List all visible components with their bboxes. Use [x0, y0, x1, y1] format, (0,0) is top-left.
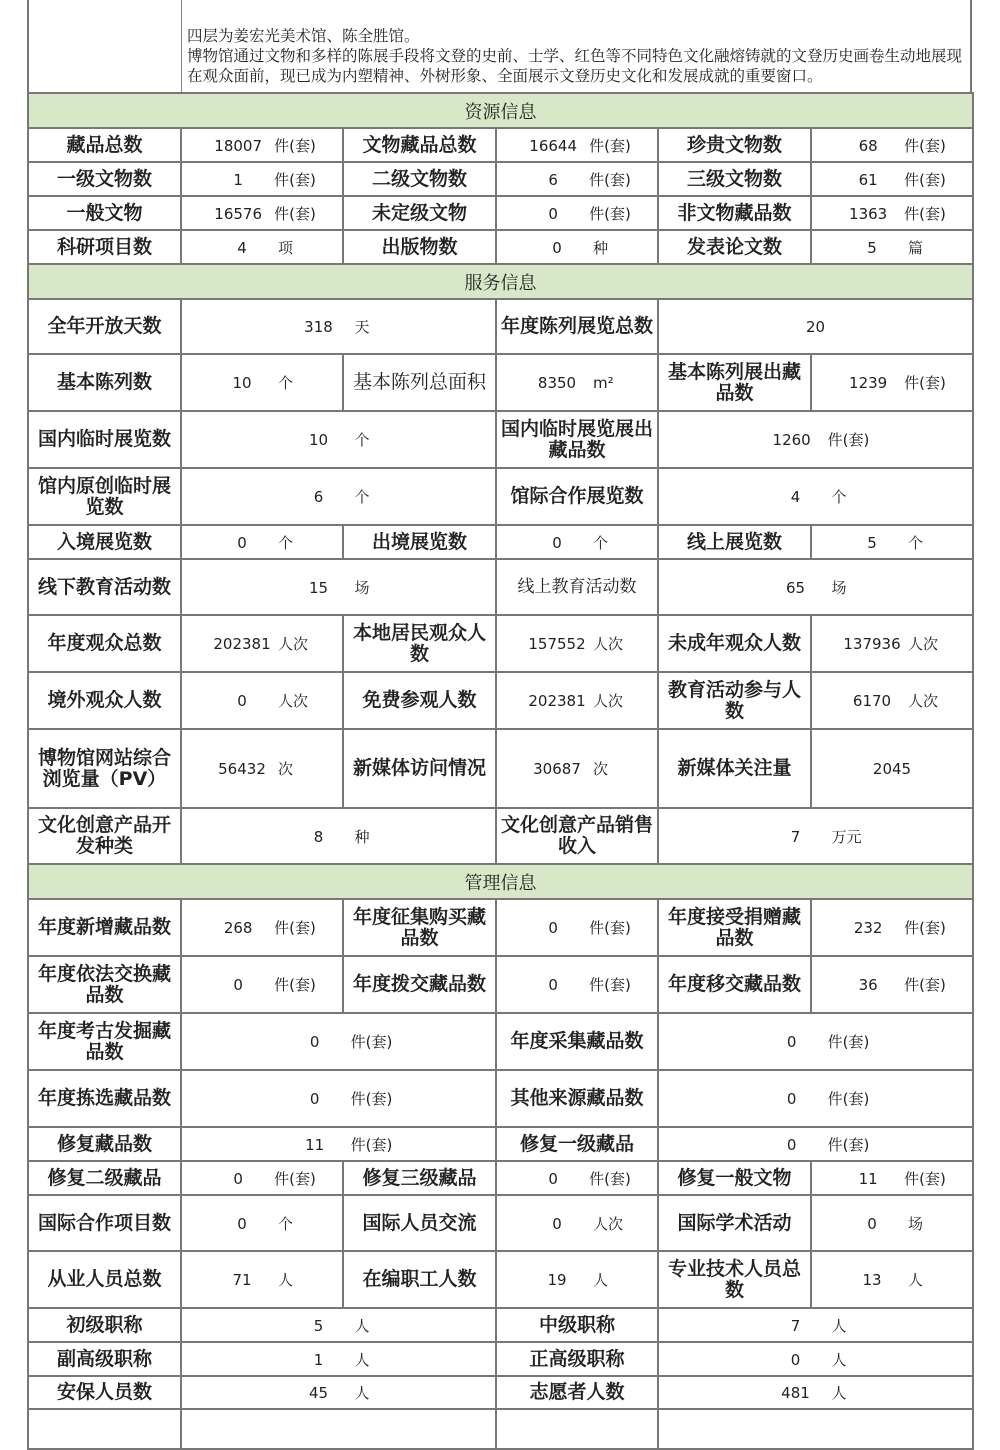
field-label: 年度观众总数 — [28, 615, 181, 672]
table-row — [28, 1127, 973, 1161]
field-label: 珍贵文物数 — [658, 128, 811, 162]
field-label: 专业技术人员总数 — [658, 1251, 811, 1308]
field-label: 修复一般文物 — [658, 1161, 811, 1195]
table-row — [28, 1013, 973, 1070]
table-row — [28, 559, 973, 615]
intro-line: 四层为姜宏光美术馆、陈全胜馆。 — [187, 27, 420, 45]
field-value: 0 件(套) — [181, 1161, 343, 1195]
field-value: 0 件(套) — [181, 1070, 496, 1127]
field-value: 268 件(套) — [181, 899, 343, 956]
field-label: 藏品总数 — [28, 128, 181, 162]
field-value: 5 个 — [811, 525, 973, 559]
field-value: 137936 人次 — [811, 615, 973, 672]
table-row — [28, 128, 973, 162]
field-label: 线下教育活动数 — [28, 559, 181, 615]
field-value: 16644 件(套) — [496, 128, 658, 162]
field-value: 6170 人次 — [811, 672, 973, 729]
field-label: 新媒体关注量 — [658, 729, 811, 808]
field-label: 文物藏品总数 — [343, 128, 496, 162]
field-value: 481 人 — [658, 1376, 973, 1409]
field-value: 0 件(套) — [181, 1013, 496, 1070]
field-label: 出境展览数 — [343, 525, 496, 559]
field-label: 文化创意产品开发种类 — [28, 808, 181, 864]
field-label: 免费参观人数 — [343, 672, 496, 729]
field-label: 年度拨交藏品数 — [343, 956, 496, 1013]
table-row — [28, 354, 973, 411]
table-row — [28, 899, 973, 956]
field-value: 1363 件(套) — [811, 196, 973, 230]
field-label: 年度陈列展览总数 — [496, 299, 658, 354]
field-value: 71 人 — [181, 1251, 343, 1308]
field-label: 年度考古发掘藏品数 — [28, 1013, 181, 1070]
field-label: 基本陈列总面积 — [343, 354, 496, 411]
field-value: 0 种 — [496, 230, 658, 264]
table-row — [28, 1251, 973, 1308]
field-label: 基本陈列展出藏品数 — [658, 354, 811, 411]
field-value: 20 — [658, 299, 973, 354]
field-value: 0 人 — [658, 1342, 973, 1376]
field-label: 年度移交藏品数 — [658, 956, 811, 1013]
field-value: 0 件(套) — [496, 956, 658, 1013]
field-value: 18007 件(套) — [181, 128, 343, 162]
field-label: 科研项目数 — [28, 230, 181, 264]
field-label: 从业人员总数 — [28, 1251, 181, 1308]
field-value: 5 人 — [181, 1308, 496, 1342]
table-row-cut-off — [28, 1409, 973, 1449]
field-value: 232 件(套) — [811, 899, 973, 956]
field-label: 初级职称 — [28, 1308, 181, 1342]
field-value: 0 件(套) — [496, 1161, 658, 1195]
field-label: 年度依法交换藏品数 — [28, 956, 181, 1013]
field-value: 318 天 — [181, 299, 496, 354]
field-value: 1 人 — [181, 1342, 496, 1376]
field-label: 境外观众人数 — [28, 672, 181, 729]
field-label: 国内临时展览展出藏品数 — [496, 411, 658, 468]
field-value: 30687 次 — [496, 729, 658, 808]
field-value: 0 件(套) — [658, 1070, 973, 1127]
table-row — [28, 411, 973, 468]
table-row — [28, 956, 973, 1013]
table-row — [28, 808, 973, 864]
field-value: 6 件(套) — [496, 162, 658, 196]
table-row — [28, 1070, 973, 1127]
field-label: 入境展览数 — [28, 525, 181, 559]
table-row — [28, 1342, 973, 1376]
field-value: 1260 件(套) — [658, 411, 973, 468]
field-label: 年度拣选藏品数 — [28, 1070, 181, 1127]
field-value: 157552 人次 — [496, 615, 658, 672]
field-label: 馆际合作展览数 — [496, 468, 658, 525]
field-label: 修复一级藏品 — [496, 1127, 658, 1161]
field-label: 线上教育活动数 — [496, 559, 658, 615]
section-header-resource: 资源信息 — [28, 93, 973, 128]
field-value: 4 个 — [658, 468, 973, 525]
intro-label-cell — [29, 0, 182, 92]
field-value: 0 件(套) — [658, 1127, 973, 1161]
field-value: 7 万元 — [658, 808, 973, 864]
museum-annual-report-sheet — [27, 0, 972, 1450]
field-label: 未成年观众人数 — [658, 615, 811, 672]
field-label: 一般文物 — [28, 196, 181, 230]
field-label: 二级文物数 — [343, 162, 496, 196]
field-label: 国内临时展览数 — [28, 411, 181, 468]
field-label: 年度征集购买藏品数 — [343, 899, 496, 956]
field-label: 国际人员交流 — [343, 1195, 496, 1251]
field-label: 出版物数 — [343, 230, 496, 264]
table-row — [28, 525, 973, 559]
field-value: 45 人 — [181, 1376, 496, 1409]
field-label: 新媒体访问情况 — [343, 729, 496, 808]
field-label: 年度接受捐赠藏品数 — [658, 899, 811, 956]
field-value: 36 件(套) — [811, 956, 973, 1013]
intro-paragraph: 博物馆通过文物和多样的陈展手段将文登的史前、士学、红色等不同特色文化融熔铸就的文登历史画卷生动地展现在观众面前，现已成为内塑精神、外树形象、全面展示文登历史文化和发展成就的重要窗口。 — [187, 47, 963, 85]
field-label: 正高级职称 — [496, 1342, 658, 1376]
field-value: 1239 件(套) — [811, 354, 973, 411]
table-row — [28, 1161, 973, 1195]
field-label: 线上展览数 — [658, 525, 811, 559]
field-value: 202381 人次 — [181, 615, 343, 672]
field-label: 年度新增藏品数 — [28, 899, 181, 956]
field-value: 15 场 — [181, 559, 496, 615]
field-value: 0 场 — [811, 1195, 973, 1251]
field-value: 0 件(套) — [658, 1013, 973, 1070]
field-value: 2045 — [811, 729, 973, 808]
field-label: 三级文物数 — [658, 162, 811, 196]
field-value: 13 人 — [811, 1251, 973, 1308]
field-label: 修复藏品数 — [28, 1127, 181, 1161]
field-value: 5 篇 — [811, 230, 973, 264]
field-label: 馆内原创临时展览数 — [28, 468, 181, 525]
field-value: 19 人 — [496, 1251, 658, 1308]
table-row — [28, 672, 973, 729]
section-header-service: 服务信息 — [28, 264, 973, 299]
intro-block — [27, 0, 972, 92]
table-row — [28, 1195, 973, 1251]
field-label: 国际学术活动 — [658, 1195, 811, 1251]
field-label: 中级职称 — [496, 1308, 658, 1342]
field-label: 年度采集藏品数 — [496, 1013, 658, 1070]
field-value: 6 个 — [181, 468, 496, 525]
field-label: 副高级职称 — [28, 1342, 181, 1376]
table-row — [28, 468, 973, 525]
field-value: 0 人次 — [496, 1195, 658, 1251]
field-value: 68 件(套) — [811, 128, 973, 162]
field-label: 发表论文数 — [658, 230, 811, 264]
field-value: 0 件(套) — [181, 956, 343, 1013]
field-value: 0 人次 — [181, 672, 343, 729]
field-value: 11 件(套) — [181, 1127, 496, 1161]
field-value: 0 个 — [181, 1195, 343, 1251]
field-value: 61 件(套) — [811, 162, 973, 196]
table-row — [28, 230, 973, 264]
field-label: 修复三级藏品 — [343, 1161, 496, 1195]
table-row — [28, 162, 973, 196]
field-label: 教育活动参与人数 — [658, 672, 811, 729]
field-value: 202381 人次 — [496, 672, 658, 729]
field-value: 8 种 — [181, 808, 496, 864]
field-value: 7 人 — [658, 1308, 973, 1342]
field-value: 16576 件(套) — [181, 196, 343, 230]
field-label: 基本陈列数 — [28, 354, 181, 411]
table-row — [28, 1376, 973, 1409]
field-value: 0 个 — [496, 525, 658, 559]
field-value: 0 件(套) — [496, 899, 658, 956]
field-value: 0 个 — [181, 525, 343, 559]
field-label: 志愿者人数 — [496, 1376, 658, 1409]
field-label: 安保人员数 — [28, 1376, 181, 1409]
field-label: 在编职工人数 — [343, 1251, 496, 1308]
section-header-management: 管理信息 — [28, 864, 973, 899]
table-row — [28, 729, 973, 808]
field-value: 10 个 — [181, 354, 343, 411]
field-label: 未定级文物 — [343, 196, 496, 230]
field-label: 全年开放天数 — [28, 299, 181, 354]
field-label: 博物馆网站综合浏览量（PV） — [28, 729, 181, 808]
table-row — [28, 196, 973, 230]
table-row — [28, 299, 973, 354]
field-value: 4 项 — [181, 230, 343, 264]
field-value: 56432 次 — [181, 729, 343, 808]
field-value: 0 件(套) — [496, 196, 658, 230]
field-label: 非文物藏品数 — [658, 196, 811, 230]
info-table — [27, 92, 974, 1450]
field-label: 修复二级藏品 — [28, 1161, 181, 1195]
intro-text — [187, 26, 964, 86]
field-value: 8350 m² — [496, 354, 658, 411]
field-value: 65 场 — [658, 559, 973, 615]
field-label: 一级文物数 — [28, 162, 181, 196]
field-label: 文化创意产品销售收入 — [496, 808, 658, 864]
field-value: 11 件(套) — [811, 1161, 973, 1195]
table-row — [28, 1308, 973, 1342]
field-value: 10 个 — [181, 411, 496, 468]
field-label: 其他来源藏品数 — [496, 1070, 658, 1127]
field-label: 本地居民观众人数 — [343, 615, 496, 672]
field-value: 1 件(套) — [181, 162, 343, 196]
table-row — [28, 615, 973, 672]
field-label: 国际合作项目数 — [28, 1195, 181, 1251]
